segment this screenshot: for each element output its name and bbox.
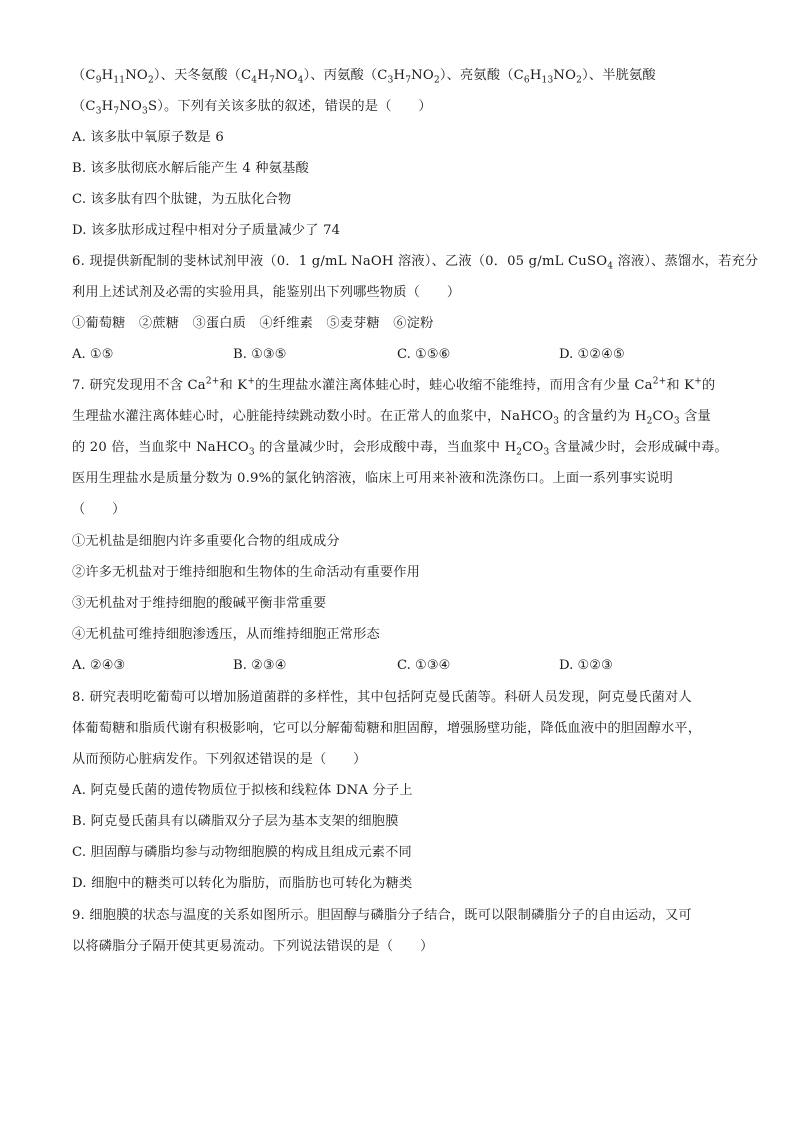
q7-stem-line-5: （ ） xyxy=(72,502,126,517)
q8-option-c: C. 胆固醇与磷脂均参与动物细胞膜的构成且组成元素不同 xyxy=(72,845,412,860)
q5-stem-line-2: $(C_3H_7NO_3S)$。下列有关该多肽的叙述，错误的是（ ） xyxy=(72,99,432,117)
q8-stem-line-2: 体葡萄糖和脂质代谢有积极影响，它可以分解葡萄糖和胆固醇，增强肠壁功能，降低血液中的胆固醇水平， xyxy=(72,721,702,736)
q7-stem-line-4: 医用生理盐水是质量分数为 0.9%的氯化钠溶液，临床上可用来补液和洗涤伤口。上面一系列事实说明 xyxy=(72,471,673,486)
q6-option-b: B. ①③⑤ xyxy=(233,347,287,362)
q7-statement-1: ①无机盐是细胞内许多重要化合物的组成成分 xyxy=(72,534,340,549)
q8-option-b: B. 阿克曼氏菌具有以磷脂双分子层为基本支架的细胞膜 xyxy=(72,814,399,829)
q7-stem-line-1: 7. 研究发现用不含 $Ca^{2+}$和 K+的生理盐水灌注离体蛙心时，蛙心收缩不能维持，而用含有少量 $Ca^{2+}$和 K+的 xyxy=(72,376,716,393)
q6-item-list: ①葡萄糖 ②蔗糖 ③蛋白质 ④纤维素 ⑤麦芽糖 ⑥淀粉 xyxy=(72,316,434,331)
q9-stem-line-1: 9. 细胞膜的状态与温度的关系如图所示。胆固醇与磷脂分子结合，既可以限制磷脂分子的自由运动，又可 xyxy=(72,908,692,923)
q6-option-a: A. ①⑤ xyxy=(72,347,114,362)
q5-option-a: A. 该多肽中氧原子数是 6 xyxy=(72,130,224,145)
q9-stem-line-2: 以将磷脂分子隔开使其更易流动。下列说法错误的是（ ） xyxy=(72,939,434,954)
q6-option-d: D. ①②④⑤ xyxy=(559,347,625,362)
q7-option-b: B. ②③④ xyxy=(233,658,287,673)
q7-option-d: D. ①②③ xyxy=(559,658,613,673)
q7-option-a: A. ②④③ xyxy=(72,658,126,673)
q8-stem-line-1: 8. 研究表明吃葡萄可以增加肠道菌群的多样性，其中包括阿克曼氏菌等。科研人员发现，阿克曼氏菌对人 xyxy=(72,690,692,705)
q7-option-c: C. ①③④ xyxy=(397,658,451,673)
q5-option-d: D. 该多肽形成过程中相对分子质量减少了 74 xyxy=(72,223,341,238)
q7-statement-4: ④无机盐可维持细胞渗透压，从而维持细胞正常形态 xyxy=(72,627,380,642)
q7-stem-line-2: 生理盐水灌注离体蛙心时，心脏能持续跳动数小时。在正常人的血浆中，NaHCO$_3$ 的含量约为 $H_2CO_3$ 含量 xyxy=(72,409,711,427)
q7-stem-line-3: 的 20 倍，当血浆中 NaHCO$_3$ 的含量减少时，会形成酸中毒，当血浆中 $H_2CO_3$ 含量减少时，会形成碱中毒。 xyxy=(72,440,728,458)
q8-stem-line-3: 从而预防心脏病发作。下列叙述错误的是（ ） xyxy=(72,752,367,767)
q6-option-c: C. ①⑤⑥ xyxy=(397,347,451,362)
q5-option-c: C. 该多肽有四个肽键，为五肽化合物 xyxy=(72,192,292,207)
q8-option-d: D. 细胞中的糖类可以转化为脂肪，而脂肪也可转化为糖类 xyxy=(72,876,413,891)
q6-stem-line-2: 利用上述试剂及必需的实验用具，能鉴别出下列哪些物质（ ） xyxy=(72,285,461,300)
q8-option-a: A. 阿克曼氏菌的遗传物质位于拟核和线粒体 DNA 分子上 xyxy=(72,783,413,798)
q7-statement-3: ③无机盐对于维持细胞的酸碱平衡非常重要 xyxy=(72,596,327,611)
q7-statement-2: ②许多无机盐对于维持细胞和生物体的生命活动有重要作用 xyxy=(72,565,421,580)
q5-option-b: B. 该多肽彻底水解后能产生 4 种氨基酸 xyxy=(72,161,309,176)
q5-stem-line-1: $(C_9H_{11}NO_2)$、天冬氨酸$(C_4H_7NO_4)$、丙氨酸$(C_3H_7NO_2)$、亮氨酸$(C_6H_{13}NO_2)$、半胱氨酸 xyxy=(72,68,656,86)
q6-stem-line-1: 6. 现提供新配制的斐林试剂甲液（0．1 g/mL NaOH 溶液）、乙液（0．05 g/mL CuSO$_4$ 溶液）、蒸馏水，若充分 xyxy=(72,254,759,272)
